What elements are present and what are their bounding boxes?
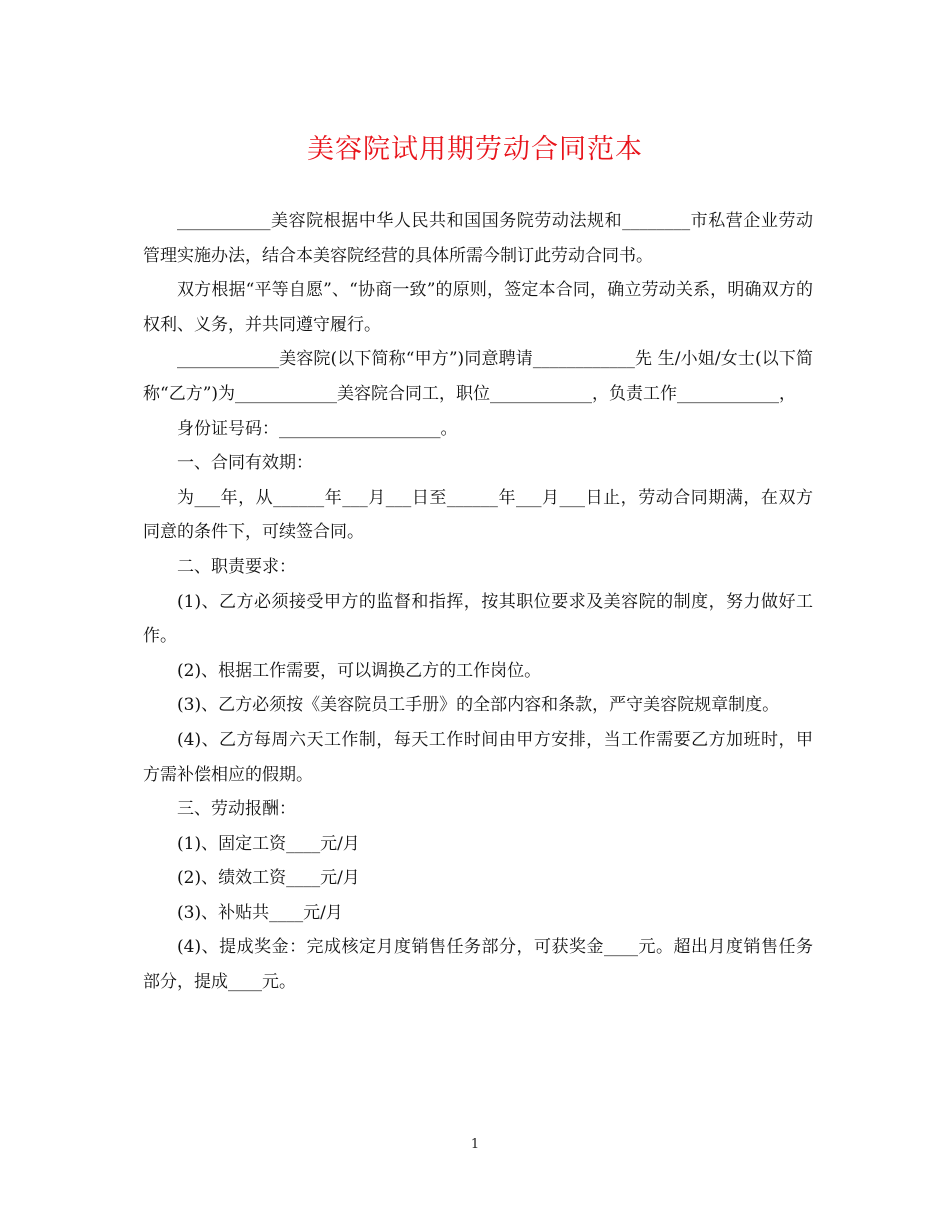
duty-item-3: (3)、乙方必须按《美容院员工手册》的全部内容和条款，严守美容院规章制度。 <box>177 695 780 716</box>
paragraph-term: 为___年，从______年___月___日至______年___月___日止，劳动合同期满，在双方同意的条件下，可续签合同。 <box>143 487 813 543</box>
duty-item-1: (1)、乙方必须接受甲方的监督和指挥，按其职位要求及美容院的制度，努力做好工作。 <box>143 591 813 647</box>
contract-body <box>143 204 813 1000</box>
paragraph-id-number: 身份证号码：___________________。 <box>177 418 458 439</box>
section-heading-duties: 二、职责要求： <box>177 556 296 577</box>
document-title: 美容院试用期劳动合同范本 <box>307 134 643 165</box>
duty-item-4: (4)、乙方每周六天工作制，每天工作时间由甲方安排，当工作需要乙方加班时，甲方需补偿相应的假期。 <box>143 729 813 785</box>
pay-item-2: (2)、绩效工资____元/月 <box>177 868 360 889</box>
paragraph-principles: 双方根据“平等自愿”、“协商一致”的原则，签定本合同，确立劳动关系，明确双方的权利、义务，并共同遵守履行。 <box>143 280 813 335</box>
pay-item-1: (1)、固定工资____元/月 <box>177 833 360 854</box>
pay-item-3: (3)、补贴共____元/月 <box>177 902 343 923</box>
section-heading-term: 一、合同有效期： <box>177 453 313 474</box>
pay-item-4: (4)、提成奖金：完成核定月度销售任务部分，可获奖金____元。超出月度销售任务部分，提成____元。 <box>143 937 813 993</box>
paragraph-employment: ____________美容院(以下简称“甲方”)同意聘请____________先 生/小姐/女士(以下简称“乙方”)为____________美容院合同工，职位____________，负责工作____________， <box>143 349 813 404</box>
duty-item-2: (2)、根据工作需要，可以调换乙方的工作岗位。 <box>177 660 542 681</box>
section-heading-pay: 三、劳动报酬： <box>177 799 296 820</box>
page-number: 1 <box>470 1137 480 1152</box>
paragraph-intro: ___________美容院根据中华人民共和国国务院劳动法规和________市私营企业劳动管理实施办法，结合本美容院经营的具体所需今制订此劳动合同书。 <box>143 211 813 266</box>
